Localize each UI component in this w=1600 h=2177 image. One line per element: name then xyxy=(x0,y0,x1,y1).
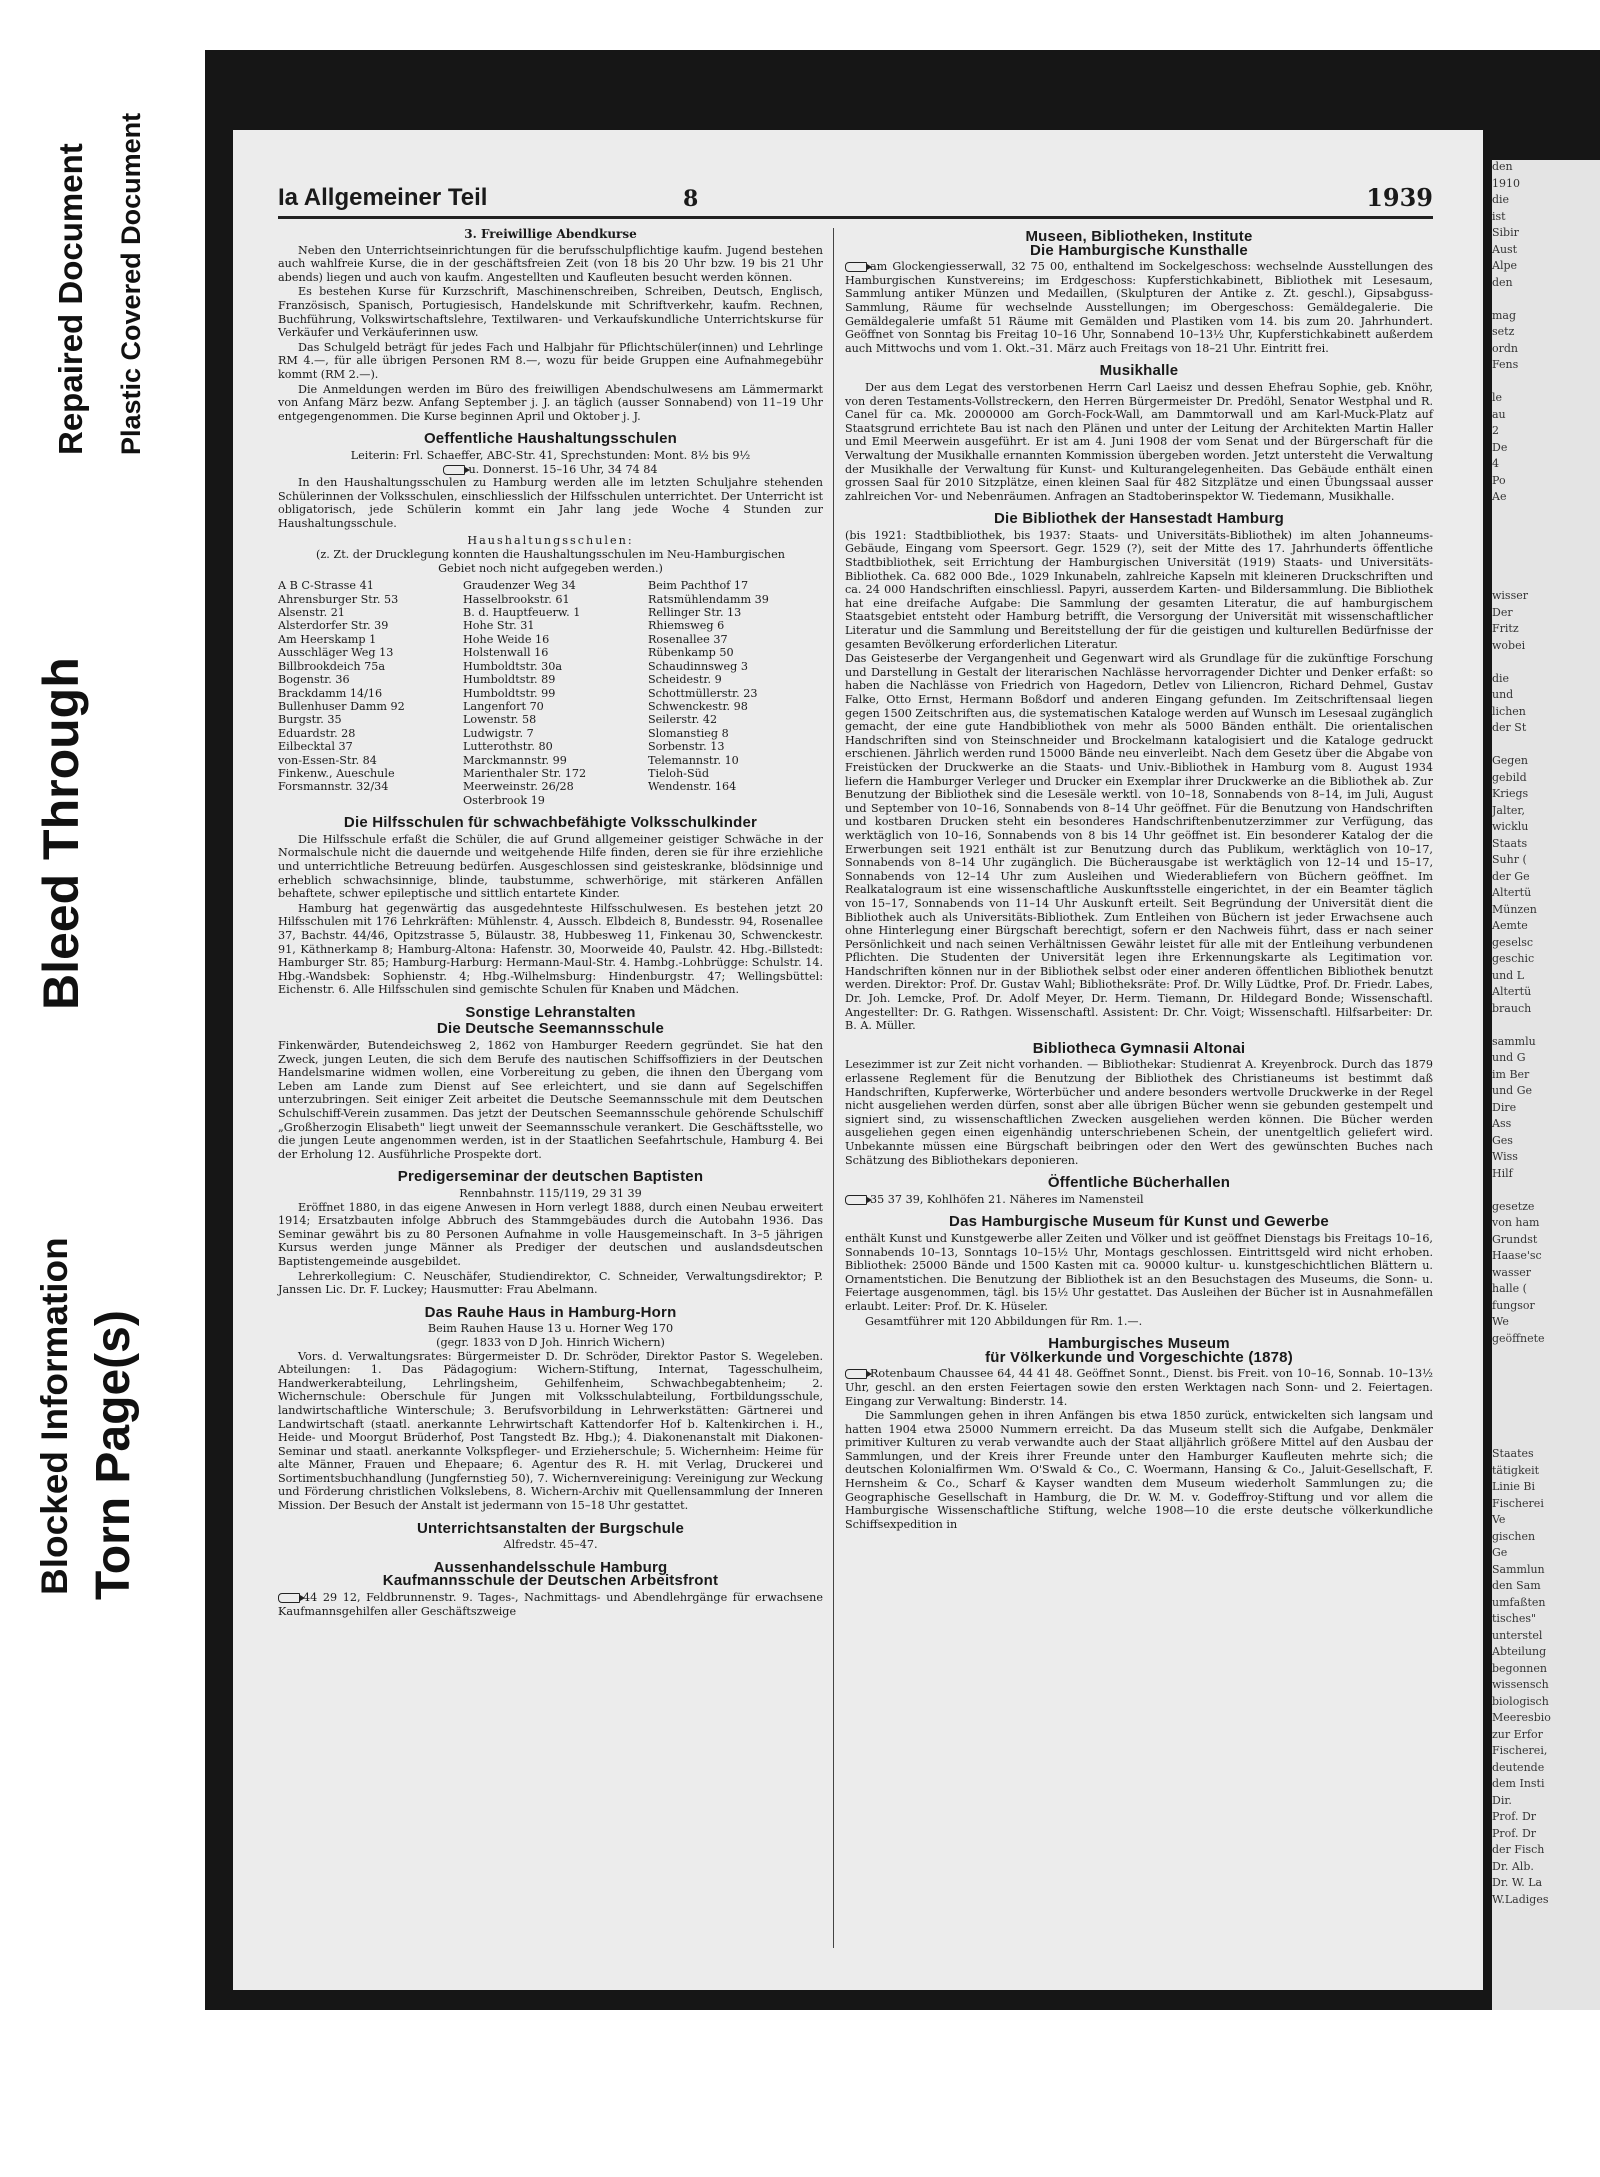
facing-page-text: Jalter, xyxy=(1492,803,1525,817)
facing-page-text xyxy=(1492,1398,1600,1415)
facing-page-text: Grundst xyxy=(1492,1232,1538,1246)
gymnasium-bibliothek-title: Bibliotheca Gymnasii Altonai xyxy=(1032,1039,1246,1057)
facing-page-text: gesetze xyxy=(1492,1199,1535,1213)
school-address-column xyxy=(278,579,453,807)
school-address: Rübenkamp 50 xyxy=(648,646,734,660)
facing-page-text: Aust xyxy=(1492,242,1518,256)
haushaltungsschulen-hours xyxy=(278,463,823,477)
seemannsschule-title: Die Deutsche Seemannsschule xyxy=(436,1020,665,1038)
buecherhallen-title: Öffentliche Bücherhallen xyxy=(1047,1174,1231,1192)
facing-page-text: Wiss xyxy=(1492,1150,1518,1163)
school-address: Bogenstr. 36 xyxy=(278,673,350,687)
facing-page-text: Fritz xyxy=(1492,622,1519,635)
voelkerkunde-paragraph xyxy=(845,1367,1433,1408)
facing-page-text: geschic xyxy=(1492,952,1535,965)
rauhes-haus-title: Das Rauhe Haus in Hamburg-Horn xyxy=(424,1303,677,1321)
predigerseminar-title: Predigerseminar der deutschen Baptisten xyxy=(397,1168,704,1186)
abendkurse-title: 3. Freiwillige Abendkurse xyxy=(464,227,637,241)
facing-page-text xyxy=(1492,540,1600,557)
facing-page-text: umfaßten xyxy=(1492,1595,1546,1609)
school-address: Wendenstr. 164 xyxy=(648,780,737,794)
school-address: Tieloh-Süd xyxy=(648,766,709,780)
school-address: Burgstr. 35 xyxy=(278,713,342,727)
facing-page-text: und xyxy=(1492,688,1514,701)
facing-page-text: die xyxy=(1492,671,1510,685)
gymnasium-bibliothek-paragraph: Lesezimmer ist zur Zeit nicht vorhanden. — Bibliothekar: Studienrat A. Kreyenbrock. Durch das 1879 erlassene Reglement für die Benutzung der Bibliothek des Christianeums ist bestimmt daß Handschriften, Kupferwerke, Wörterbücher und andere besonders wertvolle Druckwerke in der Regel nicht ausgeliehen werden dürfen, sonst aber alle übrigen Bücher wenn sie gebunden gestempelt und signiert sind, zu wissenschaftlichen Zwecken ausgeliehen werden können. Die Bücher werden ausgeliehen gegen einen eigenhändig unterschriebenen Schein, der unentgeltlich geliefert wird. Unbekannte müssen eine Bürgschaft beibringen oder den Wert des gewünschten Buches nach Schätzung des Bibliothekars deponieren. xyxy=(845,1058,1433,1167)
kunsthalle-paragraph xyxy=(845,260,1433,355)
facing-page-text: Prof. Dr xyxy=(1492,1810,1537,1823)
school-address: Hohe Weide 16 xyxy=(463,632,550,646)
school-address: Humboldtstr. 89 xyxy=(463,673,556,687)
facing-page-text xyxy=(1492,1348,1600,1365)
school-address: Graudenzer Weg 34 xyxy=(463,579,576,593)
school-address: von-Essen-Str. 84 xyxy=(278,753,377,767)
facing-page-text: halle ( xyxy=(1492,1282,1527,1295)
page-year: 1939 xyxy=(1366,183,1433,212)
voelkerkunde-text: Rotenbaum Chaussee 64, 44 41 48. Geöffnet Sonnt., Dienst. bis Freit. von 10–16, Sonnab. 10–13½ Uhr, geschl. an den ersten Feiertagen sowie den ersten Werktagen nach Sonn- und 2. Feiertagen. Eingang zur Verwaltung: Binderstr. 14. xyxy=(845,1367,1433,1408)
rauhes-haus-founding: (gegr. 1833 von D Joh. Hinrich Wichern) xyxy=(436,1335,665,1349)
section-heading: Ia Allgemeiner Teil xyxy=(278,184,488,211)
sonstige-lehranstalten-title: Sonstige Lehranstalten xyxy=(465,1003,636,1021)
voelkerkunde-subtitle: für Völkerkunde und Vorgeschichte (1878) xyxy=(985,1348,1293,1366)
school-address-list xyxy=(278,579,823,807)
bibliothek-paragraph: (bis 1921: Stadtbibliothek, bis 1937: Staats- und Universitäts-Bibliothek) im alten Johanneums-Gebäude, Eingang vom Speersort. Gegr. 1529 (?), seit der Mitte des 17. Jahrhunderts öffentliche Stadtbibliothek, seit Errichtung der Hamburgischen Universität (1919) Staats- und Universitäts-Bibliothek. Ca. 682 000 Bde., 1029 Inkunabeln, zahlreiche Kapseln mit kleineren Druckschriften und ca. 24 000 Handschriften einschliessl. Papyri, ausserdem Karten- und Bildersammlung. Die Bibliothek hat eine dreifache Aufgabe: Die Sammlung der gesamten Literatur, die auf hamburgischem Staatsgebiet entsteht oder Hamburg betrifft, die Versorgung der Universität mit wissenschaftlicher Literatur und die Sammlung und Bereitstellung der für die geistigen und kulturellen Bedürfnisse der gesamten Bevölkerung erforderlichen Literatur. xyxy=(845,528,1433,651)
school-address: Ausschläger Weg 13 xyxy=(278,646,394,660)
facing-page-text: der Ge xyxy=(1492,869,1530,883)
page-header xyxy=(278,180,1433,219)
facing-page-text xyxy=(1492,738,1600,755)
facing-page-text: fungsor xyxy=(1492,1298,1535,1312)
facing-page-text: Altertü xyxy=(1492,886,1532,899)
facing-page-text xyxy=(1492,655,1600,672)
facing-page-text: Linie Bi xyxy=(1492,1480,1536,1493)
facing-page-text: brauch xyxy=(1492,1001,1532,1015)
facing-page-text: ist xyxy=(1492,209,1506,223)
facing-page-text: 1910 xyxy=(1492,176,1520,190)
facing-page-text: Ge xyxy=(1492,1546,1508,1559)
facing-page-text: zur Erfor xyxy=(1492,1727,1543,1741)
school-address: Hohe Str. 31 xyxy=(463,619,535,633)
left-column xyxy=(278,228,823,1619)
telephone-icon xyxy=(845,1369,867,1379)
facing-page-text: De xyxy=(1492,440,1508,454)
facing-page-edge xyxy=(1492,160,1600,2010)
label-plastic-covered-document: Plastic Covered Document xyxy=(116,112,146,455)
facing-page-text: Alpe xyxy=(1492,259,1518,272)
facing-page-text: lichen xyxy=(1492,704,1526,718)
haushaltungsschulen-leader: Leiterin: Frl. Schaeffer, ABC-Str. 41, Sprechstunden: Mont. 8½ bis 9½ xyxy=(350,448,751,462)
school-address: Finkenw., Aueschule xyxy=(278,766,395,780)
facing-page-text xyxy=(1492,523,1600,540)
facing-page-text: Dr. W. La xyxy=(1492,1876,1543,1889)
facing-page-text: biologisch xyxy=(1492,1694,1549,1708)
facing-page-text: We xyxy=(1492,1315,1509,1328)
predigerseminar-paragraph: Eröffnet 1880, in das eigene Anwesen in Horn verlegt 1888, durch einen Neubau erweitert 1914; Ersatzbauten infolge Abbruch des Stammgebäudes durch die Autobahn 1936. Das Seminar gewährt bis zu 80 Personen Aufnahme in volle Hausgemeinschaft. In 3–5 jährigen Kursus werden junge Männer als Prediger der deutschen und auslandsdeutschen Baptistengemeinde ausgebildet. xyxy=(278,1200,823,1268)
buecherhallen-paragraph xyxy=(845,1193,1433,1207)
facing-page-text xyxy=(1492,1414,1600,1431)
facing-page-text: Gegen xyxy=(1492,754,1528,767)
school-address: Marckmannstr. 99 xyxy=(463,753,567,767)
facing-page-text: wobei xyxy=(1492,638,1526,652)
facing-page-text xyxy=(1492,1431,1600,1448)
facing-page-text: begonnen xyxy=(1492,1661,1547,1675)
facing-page-text: Dr. Alb. xyxy=(1492,1859,1534,1873)
facing-page-text xyxy=(1492,573,1600,590)
haushaltungsschulen-title: Oeffentliche Haushaltungsschulen xyxy=(423,430,678,448)
facing-page-text: und G xyxy=(1492,1051,1526,1064)
label-blocked-information: Blocked Information xyxy=(34,1237,75,1595)
facing-page-text: Der xyxy=(1492,605,1513,619)
burgschule-title: Unterrichtsanstalten der Burgschule xyxy=(416,1519,685,1537)
facing-page-text xyxy=(1492,1018,1600,1035)
facing-page-text: gischen xyxy=(1492,1529,1536,1543)
facing-page-text: Ass xyxy=(1492,1117,1512,1130)
school-address: Lowenstr. 58 xyxy=(463,713,537,727)
school-address: Rosenallee 37 xyxy=(648,632,728,646)
buecherhallen-text: 35 37 39, Kohlhöfen 21. Näheres im Namensteil xyxy=(870,1192,1144,1206)
school-address-column xyxy=(463,579,638,807)
school-address: Ludwigstr. 7 xyxy=(463,726,534,740)
facing-page-text: Ges xyxy=(1492,1133,1513,1147)
school-address: Beim Pachthof 17 xyxy=(648,579,749,593)
facing-page-text: au xyxy=(1492,407,1506,421)
facing-page-text: Suhr ( xyxy=(1492,853,1527,866)
label-torn-pages: Torn Page(s) xyxy=(87,1310,140,1600)
school-address-column xyxy=(648,579,823,807)
hilfsschulen-paragraph: Die Hilfsschule erfaßt die Schüler, die auf Grund allgemeiner geistiger Schwäche in der Normalschule nicht die dauernde und weitgehende Hilfe finden, deren sie für ihre erziehliche und unterrichtliche Betreuung bedürfen. Ausgeschlossen sind geisteskranke, blödsinnige und erheblich schwachsinnige, blinde, taubstumme, schwerhörige, mit stärkeren Anfällen behaftete, schwer epileptische und sittlich entartete Kinder. xyxy=(278,832,823,901)
facing-page-text: dem Insti xyxy=(1492,1777,1545,1790)
facing-page-text: Ae xyxy=(1492,490,1507,503)
facing-page-text xyxy=(1492,1381,1600,1398)
label-repaired-document: Repaired Document xyxy=(52,143,89,455)
telephone-icon xyxy=(278,1593,300,1603)
facing-page-text xyxy=(1492,1365,1600,1382)
facing-page-text: Ve xyxy=(1492,1513,1506,1526)
facing-page-text: den xyxy=(1492,160,1513,173)
facing-page-text: gebild xyxy=(1492,770,1527,784)
school-address: Brackdamm 14/16 xyxy=(278,686,383,700)
predigerseminar-paragraph: Lehrerkollegium: C. Neuschäfer, Studiendirektor, C. Schneider, Verwaltungsdirektor; P. Janssen Lic. Dr. F. Luckey; Hausmutter: Frau Abelmann. xyxy=(278,1269,823,1297)
abendkurse-paragraph: Die Anmeldungen werden im Büro des freiwilligen Abendschulwesens am Lämmermarkt von Anfang März bezw. Anfang September j. J. an täglich (ausser Sonnabend) von 11–19 Uhr entgegengenommen. Die Kurse beginnen April und Oktober j. J. xyxy=(278,382,823,423)
facing-page-text: Sammlun xyxy=(1492,1562,1545,1576)
kunsthalle-title: Die Hamburgische Kunsthalle xyxy=(1030,241,1248,259)
facing-page-text: ordn xyxy=(1492,341,1519,355)
facing-page-text: Staates xyxy=(1492,1447,1534,1460)
school-address: Schwenckestr. 98 xyxy=(648,699,748,713)
facing-page-text: geselsc xyxy=(1492,935,1534,949)
facing-page-text: geöffnete xyxy=(1492,1331,1545,1345)
school-address: Ahrensburger Str. 53 xyxy=(278,592,399,606)
school-address: Rellinger Str. 13 xyxy=(648,606,742,620)
seemannsschule-paragraph: Finkenwärder, Butendeichsweg 2, 1862 von Hamburger Reedern gegründet. Sie hat den Zweck, jungen Leuten, die sich dem Berufe des nautischen Schiffsoffiziers in der Deutschen Handelsmarine widmen wollen, eine Vorbereitung zu geben, die ihnen den Übergang vom Leben am Lande zum Dienst auf See erleichtert, und sie dann auf Segelschiffen unterzubringen. Seit einiger Zeit arbeitet die Deutsche Seemannsschule mit dem Deutschen Schulschiff-Verein zusammen. Das jetzt der Deutschen Seemannsschule gehörende Schulschiff „Großherzogin Elisabeth" liegt unweit der Seemannsschule verankert. Die Geschäftsstelle, wo die jungen Leute angenommen werden, ist in der Staatlichen Seefahrtschule, Hamburg 4. Bei der Erholung 12. Ausführliche Prospekte dort. xyxy=(278,1039,823,1161)
haushaltungsschulen-note: (z. Zt. der Drucklegung konnten die Haushaltungsschulen im Neu-Hamburgischen xyxy=(316,548,785,562)
museen-title: Museen, Bibliotheken, Institute xyxy=(1025,228,1253,245)
school-address: Schaudinnsweg 3 xyxy=(648,659,748,673)
school-address: Schottmüllerstr. 23 xyxy=(648,686,758,700)
facing-page-text: wasser xyxy=(1492,1265,1532,1279)
facing-page-text: Hilf xyxy=(1492,1166,1513,1180)
aussenhandelsschule-title: Aussenhandelsschule Hamburg xyxy=(433,1558,668,1576)
facing-page-text xyxy=(1492,292,1600,309)
facing-page-text: Meeresbio xyxy=(1492,1711,1551,1724)
right-column xyxy=(845,228,1433,1532)
school-address: Scheidestr. 9 xyxy=(648,673,722,687)
museum-kunst-gewerbe-title: Das Hamburgische Museum für Kunst und Gewerbe xyxy=(949,1213,1329,1231)
facing-page-text: Po xyxy=(1492,473,1506,487)
facing-page-text: von ham xyxy=(1492,1216,1540,1229)
telephone-icon xyxy=(845,1195,867,1205)
school-address: A B C-Strasse 41 xyxy=(278,579,374,593)
facing-page-text: Aemte xyxy=(1492,919,1528,932)
facing-page-text: Fischerei xyxy=(1492,1496,1544,1510)
facing-page-text: im Ber xyxy=(1492,1067,1530,1081)
facing-page-text: den Sam xyxy=(1492,1579,1541,1592)
facing-page-text: wissensch xyxy=(1492,1678,1549,1691)
school-address: Holstenwall 16 xyxy=(463,646,549,660)
facing-page-text: 4 xyxy=(1492,457,1499,470)
kaufmannsschule-title: Kaufmannsschule der Deutschen Arbeitsfront xyxy=(382,1572,719,1590)
haushaltungsschulen-paragraph: In den Haushaltungsschulen zu Hamburg werden alle im letzten Schuljahre stehenden Schülerinnen der Volksschulen, einschliesslich der Hilfsschulen unterrichtet. Der Unterricht ist obligatorisch, jede Schülerin kommt ein Jahr lang jede Woche 4 Stunden zur Haushaltungsschule. xyxy=(278,476,823,530)
facing-page-text: Haase'sc xyxy=(1492,1249,1542,1262)
label-bleed-through: Bleed Through xyxy=(33,657,89,1010)
abendkurse-paragraph: Das Schulgeld beträgt für jedes Fach und Halbjahr für Pflichtschüler(innen) und Lehrlinge RM 4.—, für alle übrigen Personen RM 8.—, wozu für beide Gruppen eine Aufnahmegebühr kommt (RM 2.—). xyxy=(278,340,823,381)
page-number: 8 xyxy=(683,186,699,212)
facing-page-text: W.Ladiges xyxy=(1492,1892,1549,1906)
school-address: Lutterothstr. 80 xyxy=(463,740,553,754)
document-page xyxy=(233,130,1483,1990)
abendkurse-paragraph: Neben den Unterrichtseinrichtungen für die berufsschulpflichtige kaufm. Jugend bestehen auch wahlfreie Kurse, die in der geschäftsfreien Zeit (von 18 bis 20 Uhr bzw. 19 bis 21 Uhr abends) liegen und auch von kaufm. Angestellten und Kaufleuten besucht werden können. xyxy=(278,243,823,284)
facing-page-text: Prof. Dr xyxy=(1492,1826,1537,1840)
facing-page-text xyxy=(1492,1183,1600,1200)
voelkerkunde-paragraph: Die Sammlungen gehen in ihren Anfängen bis etwa 1850 zurück, entwickelten sich langsam und hatten 1904 etwa 25000 Nummern erreicht. Da das Museum stellt sich die Aufgabe, Denkmäler primitiver Kulturen zu verab verwandte auch der Staat alljährlich größere Mittel auf den Ausbau der Sammlungen, und der Kreis ihrer Freunde unter den Hamburger Kaufleuten mehrte sich; die deutschen Kolonialfirmen Wm. O'Swald & Co., C. Woermann, Hansing & Co., Jaluit-Gesellschaft, F. Hernsheim & Co., Scharf & Kayser wandten dem Museum wiederholt Sammlungen zu; die Geographische Gesellschaft in Hamburg, die Dr. W. M. v. Godeffroy-Stiftung und vor allem die Hamburgische Wissenschaftliche Stiftung, welche 1908—10 die erste deutsche völkerkundliche Schiffsexpedition in xyxy=(845,1409,1433,1531)
school-address: Seilerstr. 42 xyxy=(648,713,718,727)
facing-page-text: 2 xyxy=(1492,424,1499,437)
facing-page-text: und L xyxy=(1492,968,1525,982)
museum-kunst-gewerbe-guide: Gesamtführer mit 120 Abbildungen für Rm. 1.—. xyxy=(865,1314,1143,1328)
burgschule-address: Alfredstr. 45–47. xyxy=(503,1538,598,1552)
school-address: Forsmannstr. 32/34 xyxy=(278,780,389,794)
school-address: Rhiemsweg 6 xyxy=(648,619,725,633)
facing-page-text xyxy=(1492,375,1600,392)
museum-kunst-gewerbe-paragraph: enthält Kunst und Kunstgewerbe aller Zeiten und Völker und ist geöffnet Dienstags bis Freitags 10–16, Sonnabends 10–13, Sonntags 10–15½ Uhr, Montags geschlossen. Eintrittsgeld wird nicht erhoben. Bibliothek: 25000 Bände und 1500 Kasten mit ca. 90000 kultur- u. kunstgeschichtlichen Blättern u. Ornamentstichen. Die Benutzung der Bibliothek ist an den Besuchstagen des Museums, die Sonn- u. Feiertage ausgenommen, tägl. bis 15½ Uhr gestattet. Das Ausleihen der Bücher ist in Ausnahmefällen erlaubt. Leiter: Prof. Dr. K. Hüseler. xyxy=(845,1231,1433,1313)
school-address: Bullenhuser Damm 92 xyxy=(278,699,405,713)
school-address: Slomanstieg 8 xyxy=(648,726,729,740)
facing-page-text: Dir. xyxy=(1492,1793,1512,1807)
kunsthalle-text: am Glockengiesserwall, 32 75 00, enthaltend im Sockelgeschoss: wechselnde Ausstellungen des Hamburgischen Kunstvereins; im Erdgeschoss: Kupferstichkabinett, Bibliothek mit Lesesaum, Sammlung antiker Münzen und Medaillen, (Skulpturen der Antike z. Zt. geschl.), Gipsabguss-Sammlung, Räume für wechselnde Ausstellungen; im Obergeschoss: Gemäldegalerie. Die Gemäldegalerie umfaßt 51 Räume mit Gemälden und Plastiken vom 14. bis zum 20. Jahrhundert. Geöffnet von Sonntag bis Freitag 10–16 Uhr, Sonnabend 10–13½ Uhr, Kupferstichkabinett außerdem auch Mittwochs und vom 1. Okt.–31. März auch Freitags von 18–21 Uhr. Eintritt frei. xyxy=(845,260,1433,355)
haushaltungsschulen-hours-text: u. Donnerst. 15–16 Uhr, 34 74 84 xyxy=(468,462,658,476)
school-address: Osterbrook 19 xyxy=(463,793,545,807)
facing-page-text: der St xyxy=(1492,721,1527,734)
facing-page-text xyxy=(1492,507,1600,524)
school-address: Meerweinstr. 26/28 xyxy=(463,780,574,794)
facing-page-text: die xyxy=(1492,193,1510,206)
school-address: Alsenstr. 21 xyxy=(278,606,345,620)
hilfsschulen-title: Die Hilfsschulen für schwachbefähigte Volksschulkinder xyxy=(343,814,758,832)
facing-page-text: Münzen xyxy=(1492,902,1537,916)
facing-page-text: Abteilung xyxy=(1492,1645,1547,1658)
telephone-icon xyxy=(845,262,867,272)
school-address: Am Heerskamp 1 xyxy=(278,632,377,646)
school-address: Eduardstr. 28 xyxy=(278,726,356,740)
hilfsschulen-paragraph: Hamburg hat gegenwärtig das ausgedehnteste Hilfsschulwesen. Es bestehen jetzt 20 Hilfsschulen mit 176 Lehrkräften: Mühlenstr. 4, Aussch. Elbdeich 8, Bundesstr. 94, Rosenallee 37, Bachstr. 44/46, Opitzstrasse 5, Bülaustr. 38, Hubbesweg 11, Finkenau 30, Schwenckestr. 91, Käthnerkamp 8; Hamburg-Altona: Hafenstr. 30, Moorweide 40, Paulstr. 42. Hbg.-Billstedt: Hamburger Str. 85; Hamburg-Harburg: Hermann-Maul-Str. 4. Hambg.-Lohbrügge: Schulstr. 14. Hbg.-Wandsbek: Sophienstr. 4; Hbg.-Wilhelmsburg: Hindenburgstr. 47; Wellingsbüttel: Eichenstr. 6. Alle Hilfsschulen sind gemischte Schulen für Knaben und Mädchen. xyxy=(278,901,823,997)
facing-page-text: wisser xyxy=(1492,589,1528,602)
facing-page-text: Fischerei, xyxy=(1492,1744,1548,1757)
musikhalle-title: Musikhalle xyxy=(1099,362,1179,380)
school-address: Sorbenstr. 13 xyxy=(648,740,725,754)
facing-page-text: wicklu xyxy=(1492,820,1529,833)
facing-page-text: unterstel xyxy=(1492,1628,1543,1642)
facing-page-text: Staats xyxy=(1492,836,1528,850)
facing-page-text: tätigkeit xyxy=(1492,1463,1540,1477)
facing-page-text: sammlu xyxy=(1492,1034,1536,1048)
facing-page-text: setz xyxy=(1492,325,1515,338)
school-address: Marienthaler Str. 172 xyxy=(463,766,587,780)
school-address: Ratsmühlendamm 39 xyxy=(648,592,769,606)
facing-page-text: le xyxy=(1492,391,1503,404)
school-address: Billbrookdeich 75a xyxy=(278,659,386,673)
voelkerkunde-title: Hamburgisches Museum xyxy=(1048,1335,1230,1353)
school-address: Telemannstr. 10 xyxy=(648,753,739,767)
facing-page-text: deutende xyxy=(1492,1760,1545,1774)
column-divider xyxy=(833,228,834,1948)
facing-page-text: den xyxy=(1492,275,1513,289)
facing-page-text: Dire xyxy=(1492,1100,1517,1114)
facing-page-text: Sibir xyxy=(1492,226,1519,239)
facing-page-text: tisches" xyxy=(1492,1612,1537,1625)
facing-page-text: Fens xyxy=(1492,358,1519,371)
musikhalle-paragraph: Der aus dem Legat des verstorbenen Herrn Carl Laeisz und dessen Ehefrau Sophie, geb. Knöhr, von deren Testaments-Vollstreckern, den Herren Bürgermeister Dr. Predöhl, Senator Westphal und R. Canel für ca. Mk. 2000000 am Gorch-Fock-Wall, am Dammtorwall und am Karl-Muck-Platz auf Staatsgrund errichtete Bau ist nach den Plänen und unter der Leitung der Architekten Martin Haller und Emil Meerwein ausgeführt. Er ist am 4. Juni 1908 der vom Senat und der Bürgerschaft für die Verwaltung der Musikhalle ernannten Kommission übergeben worden. Jetzt untersteht die Verwaltung der Musikhalle der Verwaltung für Kunst- und Kulturangelegenheiten. Das Gebäude enthält einen grossen Saal für 2010 Sitzplätze, einen kleinen Saal für 482 Sitzplätze und einen Übungssaal ausser zahlreichen Vor- und Nebenräumen. Anfragen an Stadtoberinspektor W. Tiedemann, Musikhalle. xyxy=(845,380,1433,503)
facing-page-text: Altertü xyxy=(1492,985,1532,998)
haushaltungsschulen-note: Gebiet noch nicht aufgegeben werden.) xyxy=(438,561,663,575)
school-address: B. d. Hauptfeuerw. 1 xyxy=(463,606,581,620)
school-address: Eilbecktal 37 xyxy=(278,740,353,754)
facing-page-text: mag xyxy=(1492,308,1517,322)
abendkurse-paragraph: Es bestehen Kurse für Kurzschrift, Maschinenschreiben, Schreiben, Deutsch, Englisch, Französisch, Spanisch, Portugiesisch, Handelskunde mit Schriftverkehr, kaufm. Rechnen, Buchführung, Volkswirtschaftslehre, Textilwaren- und Verkaufskundliche Unterrichtskurse für Verkäufer und Verkäuferinnen usw. xyxy=(278,285,823,340)
school-address: Alsterdorfer Str. 39 xyxy=(278,619,389,633)
school-address: Langenfort 70 xyxy=(463,699,544,713)
telephone-icon xyxy=(443,465,465,475)
aussenhandelsschule-text: 44 29 12, Feldbrunnenstr. 9. Tages-, Nachmittags- und Abendlehrgänge für erwachsene Kaufmannsgehilfen aller Geschäftszweige xyxy=(278,1591,823,1618)
school-address: Hasselbrookstr. 61 xyxy=(463,592,570,606)
school-address: Humboldtstr. 99 xyxy=(463,686,556,700)
rauhes-haus-paragraph: Vors. d. Verwaltungsrates: Bürgermeister D. Dr. Schröder, Direktor Pastor S. Wegeleben. Abteilungen: 1. Das Pädagogium: Wichern-Stiftung, Internat, Tagesschulheim, Handwerkerabteilung, Lehrlingsheim, Gehilfenheim, Schwachbegabtenheim; 2. Wichernschule: Oberschule für Jungen mit Volksschulabteilung, Fortbildungsschule, landwirtschaftliche Winterschule; 3. Berufsvorbildung in Lehrwerkstätten: Gärtnerei und Landwirtschaft (staatl. anerkannte Lehrwirtschaft Kattendorfer Hof b. Kaltenkirchen i. H., Heide- und Moorgut Brüderhof, Post Tangstedt Bz. Hbg.); 4. Diakonenanstalt mit Diakonen-Seminar und staatl. anerkannte Volkspfleger- und Erzieherschule; 5. Wichernheim: Heime für alte Männer, Frauen und Ehepaare; 6. Agentur des R. H. mit Verlag, Druckerei und Sortimentsbuchhandlung (Jungfernstieg 50), 7. Wichernvereinigung: Vereinigung zur Weckung und Förderung christlichen Volkslebens, 8. Wichern-Archiv mit Quellensammlung der Inneren Mission. Der Besuch der Anstalt ist jedermann von 15–18 Uhr gestattet. xyxy=(278,1349,823,1513)
aussenhandelsschule-paragraph xyxy=(278,1591,823,1618)
bibliothek-paragraph: Das Geisteserbe der Vergangenheit und Gegenwart wird als Grundlage für die zukünftige Forschung und Darstellung in Gestalt der literarischen Nachlässe hervorragender Dichter und Denker erfaßt: so haben die Nachlässe von Friedrich von Hagedorn, Detlev von Liliencron, Richard Dehmel, Gustav Falke, Otto Ernst, Hermann Boßdorf und anderen Eingang gefunden. Im Zeitschriftensaal liegen gegen 1500 Zeitschriften aus, die systematischen Kataloge werden auf Wunsch im Lesesaal zugänglich gemacht, der eine gute Handbibliothek von mehr als 5000 Bänden enthält. Die orientalischen Handschriften sind von Steinschneider und Brockelmann katalogisiert und die Kataloge gedruckt erschienen. Jährlich werden rund 15000 Bände neu einverleibt. Nach dem Gesetz über die Abgabe von Freistücken der Druckwerke an die Staats- und Univ.-Bibliothek in Hamburg vom 8. August 1934 liefern die Hamburger Verleger und Drucker ein Exemplar ihrer Druckwerke an die Bibliothek ab. Zur Benutzung der Bibliothek sind die Lesesäle werktl. von 10–18, Sonnabends von 8–14, im Juli, August und September von 10–16, Sonnabends von 8–14 Uhr geöffnet. Für die Benutzung von Handschriften und kostbaren Drucken steht ein besonderes Handschriftenbenutzerzimmer zur Verfügung, das werktäglich von 10–16, Sonnabends von 8 bis 14 Uhr geöffnet ist. Ein besonderer Katalog der die Erwerbungen seit 1921 enthält ist zur Benutzung durch das Publikum, werktäglich von 10–17, Sonnabends von 8–14 Uhr zugänglich. Die Bücherausgabe ist werktäglich von 12–14 und 15–17, Sonnabends von 12–14 Uhr zum Ausleihen und Wiederabliefern von Büchern geöffnet. Im Realkatalograum ist eine wissenschaftliche Auskunftsstelle eingerichtet, in der ein Beamter täglich von 15–17, Sonnabends von 11–14 Uhr Auskunft erteilt. Seit Begründung der Universität dient die Bibliothek auch als Universitäts-Bibliothek. Zum Entleihen von Büchern ist jeder Erwachsene auch ohne Hinterlegung einer Bürgschaft berechtigt, sofern er den Nachweis führt, dass er nach seiner Persönlichkeit und nach seinen Verhältnissen Gewähr leistet für alle mit der Entleihung verbundenen Pflichten. Die Studenten der Universität legen ihre Erkennungskarte als Legitimation vor. Handschriften können nur in der Bibliothek selbst oder einer anderen öffentlichen Bibliothek benutzt werden. Direktor: Prof. Dr. Gustav Wahl; Bibliotheksräte: Prof. Dr. Willy Lüdtke, Prof. Dr. Friedr. Labes, Dr. Joh. Lemcke, Prof. Dr. Adolf Meyer, Dr. Herm. Tiemann, Dr. Hildegard Bonde; Wissenschaftl. Angestellter: Dr. G. Rathgen. Wissenschaftl. Assistent: Dr. Chr. Voigt; Wissenschaftl. Hilfsarbeiter: Dr. B. A. Müller. xyxy=(845,652,1433,1033)
predigerseminar-address: Rennbahnstr. 115/119, 29 31 39 xyxy=(459,1187,642,1200)
facing-page-text xyxy=(1492,556,1600,573)
bibliothek-title: Die Bibliothek der Hansestadt Hamburg xyxy=(994,510,1284,528)
rauhes-haus-address: Beim Rauhen Hause 13 u. Horner Weg 170 xyxy=(427,1322,674,1336)
facing-page-text: der Fisch xyxy=(1492,1843,1545,1856)
facing-page-text: und Ge xyxy=(1492,1084,1533,1097)
haushaltungsschulen-subtitle: Haushaltungsschulen: xyxy=(467,534,634,548)
facing-page-text: Kriegs xyxy=(1492,787,1529,800)
school-address: Humboldtstr. 30a xyxy=(463,659,563,673)
